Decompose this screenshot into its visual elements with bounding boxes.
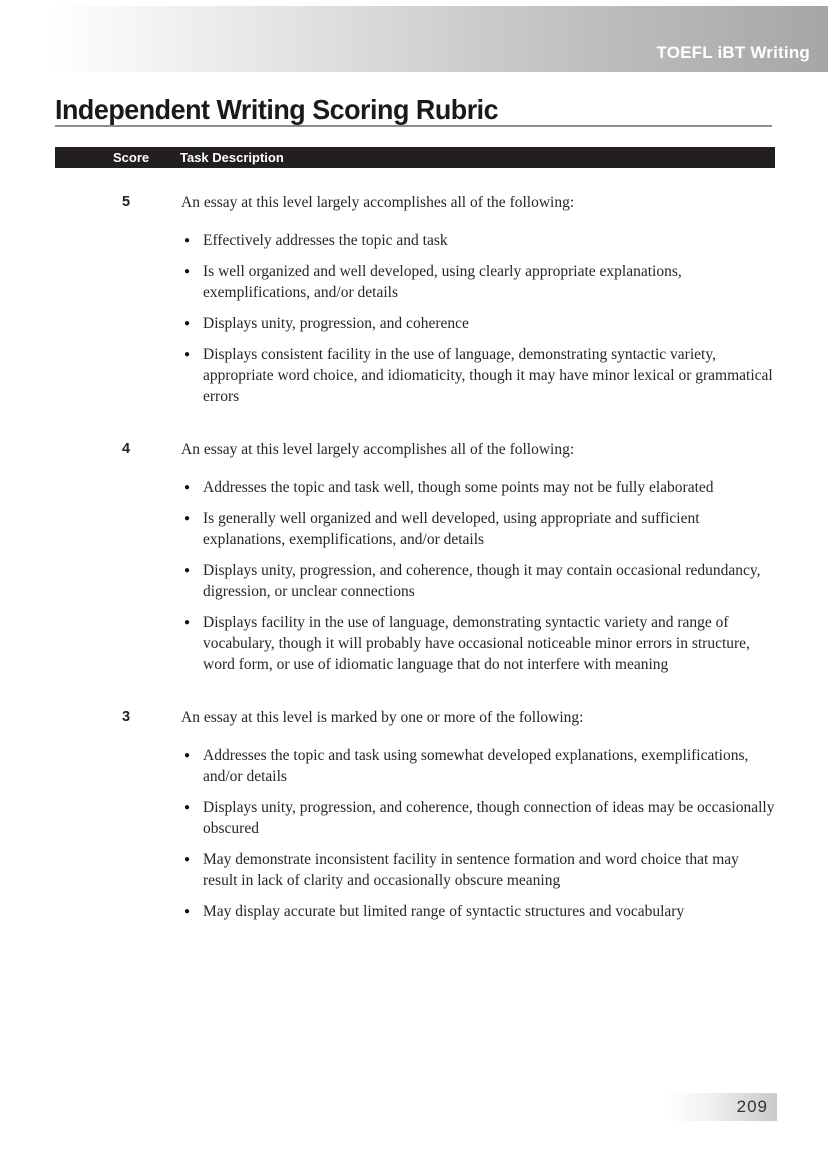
score-value: 5 (122, 194, 131, 210)
banner-label: TOEFL iBT Writing (656, 43, 810, 62)
list-item (181, 261, 775, 303)
page-title: Independent Writing Scoring Rubric (55, 94, 499, 125)
bullet-icon: ● (184, 266, 191, 277)
bullet-icon: ● (184, 565, 191, 576)
bullet-icon: ● (184, 906, 191, 917)
score-value: 3 (122, 709, 131, 725)
bullet-icon: ● (184, 854, 191, 865)
bullet-text: Displays unity, progression, and coherence (203, 315, 469, 332)
column-header-task-description: Task Description (180, 150, 284, 165)
table-row (55, 707, 775, 932)
bullet-text: Is well organized and well developed, using clearly appropriate explanations, exemplifications, and/or details (203, 263, 682, 301)
bullet-icon: ● (184, 617, 191, 628)
list-item (181, 745, 775, 787)
score-value: 4 (122, 441, 131, 457)
page-number: 209 (736, 1097, 768, 1116)
table-header-bar (55, 147, 775, 168)
list-item (181, 230, 775, 251)
list-item (181, 849, 775, 891)
bullet-icon: ● (184, 349, 191, 360)
list-item (181, 344, 775, 407)
row-intro: An essay at this level is marked by one or more of the following: (181, 709, 584, 726)
bullet-icon: ● (184, 750, 191, 761)
list-item (181, 901, 775, 922)
bullet-list (181, 477, 775, 675)
bullet-icon: ● (184, 482, 191, 493)
rubric-table-body (55, 192, 775, 954)
bullet-text: Addresses the topic and task well, though some points may not be fully elaborated (203, 479, 714, 496)
row-intro: An essay at this level largely accomplishes all of the following: (181, 194, 575, 211)
bullet-text: Displays unity, progression, and coherence, though connection of ideas may be occasionally obscured (203, 799, 775, 837)
table-row (55, 439, 775, 685)
bullet-text: Displays consistent facility in the use of language, demonstrating syntactic variety, appropriate word choice, and idiomaticity, though it may have minor lexical or grammatical errors (203, 346, 773, 405)
top-banner (0, 6, 828, 72)
bullet-list (181, 745, 775, 922)
list-item (181, 508, 775, 550)
list-item (181, 560, 775, 602)
bullet-text: Is generally well organized and well developed, using appropriate and sufficient explanations, exemplifications, and/or details (203, 510, 700, 548)
list-item (181, 313, 775, 334)
bullet-text: Displays facility in the use of language, demonstrating syntactic variety and range of vocabulary, though it will probably have occasional noticeable minor errors in structure, word form, or use of idiomatic language that do not interfere with meaning (203, 614, 750, 673)
bullet-text: Addresses the topic and task using somewhat developed explanations, exemplifications, and/or details (203, 747, 749, 785)
bullet-text: May demonstrate inconsistent facility in sentence formation and word choice that may result in lack of clarity and occasionally obscure meaning (203, 851, 739, 889)
list-item (181, 477, 775, 498)
bullet-icon: ● (184, 513, 191, 524)
bullet-text: May display accurate but limited range of syntactic structures and vocabulary (203, 903, 685, 920)
table-row (55, 192, 775, 417)
bullet-text: Effectively addresses the topic and task (203, 232, 448, 249)
column-header-score: Score (113, 150, 150, 165)
row-intro: An essay at this level largely accomplishes all of the following: (181, 441, 575, 458)
bullet-icon: ● (184, 235, 191, 246)
task-description-cell (181, 439, 775, 685)
bullet-list (181, 230, 775, 407)
list-item (181, 797, 775, 839)
task-description-cell (181, 192, 775, 417)
bullet-text: Displays unity, progression, and coherence, though it may contain occasional redundancy, digression, or unclear connections (203, 562, 761, 600)
list-item (181, 612, 775, 675)
page-number-tab (665, 1093, 777, 1121)
task-description-cell (181, 707, 775, 932)
bullet-icon: ● (184, 802, 191, 813)
bullet-icon: ● (184, 318, 191, 329)
